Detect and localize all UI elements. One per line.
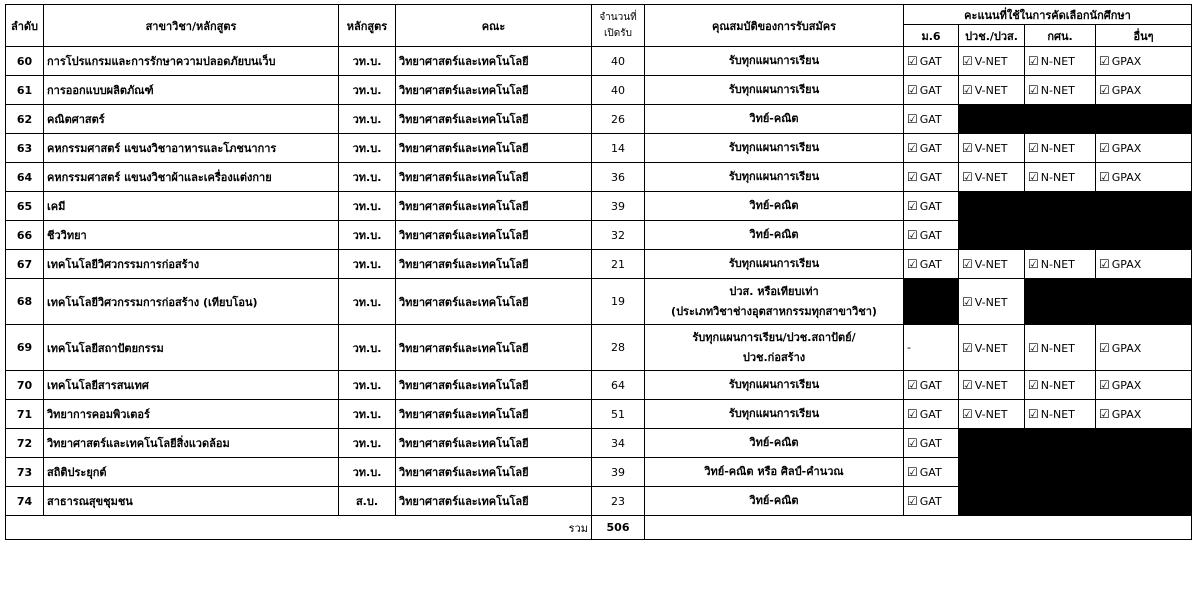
- row-major: คณิตศาสตร์: [44, 105, 339, 134]
- header-voc: ปวช./ปวส.: [959, 25, 1025, 47]
- score-nfe: [1025, 76, 1096, 105]
- row-faculty: วิทยาศาสตร์และเทคโนโลยี: [396, 487, 592, 516]
- score-value: GAT: [919, 495, 942, 508]
- qualification-line: (ประเภทวิชาช่างอุตสาหกรรมทุกสาขาวิชา): [671, 304, 877, 318]
- score-m6: [904, 221, 959, 250]
- score-m6: [904, 105, 959, 134]
- table-row: [6, 279, 1192, 325]
- header-other: อื่นๆ: [1096, 25, 1192, 47]
- score-value: GAT: [919, 229, 942, 242]
- checkbox-checked-icon: ☑: [962, 54, 973, 68]
- score-m6: [904, 429, 959, 458]
- table-row: [6, 429, 1192, 458]
- row-qualification: [645, 487, 904, 516]
- table-row: [6, 47, 1192, 76]
- checkbox-checked-icon: ☑: [1028, 54, 1039, 68]
- score-empty-voc: [959, 192, 1192, 221]
- checkbox-checked-icon: ☑: [907, 465, 918, 479]
- score-value: N-NET: [1040, 55, 1075, 68]
- row-qualification: [645, 47, 904, 76]
- score-voc: [959, 163, 1025, 192]
- checkbox-checked-icon: ☑: [962, 407, 973, 421]
- score-other: [1096, 47, 1192, 76]
- score-other: [1096, 250, 1192, 279]
- score-nfe: [1025, 400, 1096, 429]
- score-m6: [904, 458, 959, 487]
- score-nfe: [1025, 47, 1096, 76]
- row-no: 74: [6, 487, 44, 516]
- row-qualification: [645, 134, 904, 163]
- checkbox-checked-icon: ☑: [962, 170, 973, 184]
- row-degree: วท.บ.: [339, 250, 396, 279]
- score-value: N-NET: [1040, 341, 1075, 355]
- checkbox-checked-icon: ☑: [1099, 141, 1110, 155]
- score-other: [1096, 163, 1192, 192]
- score-voc: [959, 371, 1025, 400]
- row-degree: วท.บ.: [339, 221, 396, 250]
- row-qualification: [645, 325, 904, 371]
- row-degree: วท.บ.: [339, 458, 396, 487]
- row-degree: วท.บ.: [339, 400, 396, 429]
- checkbox-checked-icon: ☑: [1099, 83, 1110, 97]
- score-m6: [904, 400, 959, 429]
- score-m6: [904, 371, 959, 400]
- score-value: V-NET: [974, 142, 1008, 155]
- table-row: [6, 371, 1192, 400]
- checkbox-checked-icon: ☑: [907, 141, 918, 155]
- row-faculty: วิทยาศาสตร์และเทคโนโลยี: [396, 163, 592, 192]
- row-degree: วท.บ.: [339, 325, 396, 371]
- score-m6: [904, 250, 959, 279]
- score-nfe: [1025, 163, 1096, 192]
- score-value: V-NET: [974, 408, 1008, 421]
- row-seats: 39: [592, 458, 645, 487]
- admission-table: [5, 4, 1192, 540]
- row-no: 69: [6, 325, 44, 371]
- row-seats: 40: [592, 76, 645, 105]
- qualification-line: รับทุกแผนการเรียน: [728, 141, 820, 154]
- score-voc: [959, 76, 1025, 105]
- row-major: การออกแบบผลิตภัณฑ์: [44, 76, 339, 105]
- score-value: V-NET: [974, 379, 1008, 392]
- score-value: GAT: [919, 113, 942, 126]
- checkbox-checked-icon: ☑: [907, 257, 918, 271]
- total-label: รวม: [6, 516, 592, 540]
- row-no: 63: [6, 134, 44, 163]
- score-nfe: [1025, 371, 1096, 400]
- table-body: [6, 47, 1192, 516]
- score-value: N-NET: [1040, 258, 1075, 271]
- checkbox-checked-icon: ☑: [1099, 170, 1110, 184]
- score-m6: [904, 134, 959, 163]
- row-faculty: วิทยาศาสตร์และเทคโนโลยี: [396, 47, 592, 76]
- row-qualification: [645, 371, 904, 400]
- score-voc: [959, 279, 1025, 325]
- checkbox-checked-icon: ☑: [907, 83, 918, 97]
- checkbox-checked-icon: ☑: [1028, 378, 1039, 392]
- score-value: N-NET: [1040, 171, 1075, 184]
- score-value: GAT: [919, 84, 942, 97]
- score-empty-voc: [959, 458, 1192, 487]
- score-voc: [959, 47, 1025, 76]
- checkbox-checked-icon: ☑: [1028, 83, 1039, 97]
- row-degree: วท.บ.: [339, 76, 396, 105]
- header-seats-line2: เปิดรับ: [604, 27, 632, 39]
- total-filler: [645, 516, 1192, 540]
- score-value: N-NET: [1040, 142, 1075, 155]
- checkbox-checked-icon: ☑: [907, 436, 918, 450]
- row-qualification: [645, 192, 904, 221]
- score-m6: [904, 76, 959, 105]
- row-degree: วท.บ.: [339, 371, 396, 400]
- checkbox-checked-icon: ☑: [1028, 170, 1039, 184]
- header-m6: ม.6: [904, 25, 959, 47]
- row-faculty: วิทยาศาสตร์และเทคโนโลยี: [396, 458, 592, 487]
- row-major: เคมี: [44, 192, 339, 221]
- checkbox-checked-icon: ☑: [1099, 378, 1110, 392]
- score-value: GPAX: [1111, 341, 1142, 355]
- checkbox-checked-icon: ☑: [907, 378, 918, 392]
- score-value: GPAX: [1111, 171, 1142, 184]
- score-value: N-NET: [1040, 84, 1075, 97]
- score-value: N-NET: [1040, 408, 1075, 421]
- score-voc: [959, 134, 1025, 163]
- table-row: [6, 192, 1192, 221]
- score-m6: [904, 325, 959, 371]
- row-seats: 26: [592, 105, 645, 134]
- table-row: [6, 221, 1192, 250]
- qualification-line: วิทย์-คณิต: [749, 112, 799, 125]
- qualification-line: รับทุกแผนการเรียน: [728, 378, 820, 391]
- checkbox-checked-icon: ☑: [1099, 54, 1110, 68]
- checkbox-checked-icon: ☑: [907, 228, 918, 242]
- qualification-line: รับทุกแผนการเรียน/ปวช.สถาปัตย์/: [692, 330, 856, 344]
- row-qualification: [645, 250, 904, 279]
- checkbox-checked-icon: ☑: [1028, 141, 1039, 155]
- row-degree: วท.บ.: [339, 429, 396, 458]
- row-major: คหกรรมศาสตร์ แขนงวิชาอาหารและโภชนาการ: [44, 134, 339, 163]
- score-value: N-NET: [1040, 379, 1075, 392]
- table-row: [6, 458, 1192, 487]
- checkbox-checked-icon: ☑: [1099, 257, 1110, 271]
- row-degree: วท.บ.: [339, 192, 396, 221]
- score-empty-voc: [959, 487, 1192, 516]
- row-seats: 14: [592, 134, 645, 163]
- row-faculty: วิทยาศาสตร์และเทคโนโลยี: [396, 371, 592, 400]
- row-degree: วท.บ.: [339, 134, 396, 163]
- score-value: GAT: [919, 142, 942, 155]
- table-row: [6, 163, 1192, 192]
- qualification-line: รับทุกแผนการเรียน: [728, 83, 820, 96]
- checkbox-checked-icon: ☑: [962, 141, 973, 155]
- row-faculty: วิทยาศาสตร์และเทคโนโลยี: [396, 279, 592, 325]
- score-value: GPAX: [1111, 84, 1142, 97]
- row-no: 71: [6, 400, 44, 429]
- checkbox-checked-icon: ☑: [962, 257, 973, 271]
- score-value: GAT: [919, 200, 942, 213]
- row-seats: 64: [592, 371, 645, 400]
- score-value: GAT: [919, 437, 942, 450]
- score-value: GAT: [919, 258, 942, 271]
- score-empty-voc: [959, 221, 1192, 250]
- row-faculty: วิทยาศาสตร์และเทคโนโลยี: [396, 429, 592, 458]
- score-value: GAT: [919, 379, 942, 392]
- row-seats: 39: [592, 192, 645, 221]
- score-other: [1096, 371, 1192, 400]
- score-value: GPAX: [1111, 408, 1142, 421]
- score-m6: [904, 163, 959, 192]
- score-nfe: [1025, 325, 1096, 371]
- checkbox-checked-icon: ☑: [1099, 407, 1110, 421]
- checkbox-checked-icon: ☑: [962, 340, 973, 355]
- table-row: [6, 76, 1192, 105]
- row-seats: 21: [592, 250, 645, 279]
- score-value: GAT: [919, 466, 942, 479]
- row-degree: วท.บ.: [339, 105, 396, 134]
- qualification-line: รับทุกแผนการเรียน: [728, 407, 820, 420]
- row-no: 64: [6, 163, 44, 192]
- score-other: [1096, 134, 1192, 163]
- row-faculty: วิทยาศาสตร์และเทคโนโลยี: [396, 250, 592, 279]
- score-value: V-NET: [974, 171, 1008, 184]
- score-other: [1096, 76, 1192, 105]
- score-value: GPAX: [1111, 55, 1142, 68]
- row-no: 62: [6, 105, 44, 134]
- row-no: 73: [6, 458, 44, 487]
- qualification-line: วิทย์-คณิต หรือ ศิลป์-คำนวณ: [704, 465, 844, 478]
- row-no: 67: [6, 250, 44, 279]
- row-major: เทคโนโลยีสารสนเทศ: [44, 371, 339, 400]
- row-degree: วท.บ.: [339, 279, 396, 325]
- row-major: การโปรแกรมและการรักษาความปลอดภัยบนเว็บ: [44, 47, 339, 76]
- row-seats: 23: [592, 487, 645, 516]
- row-no: 61: [6, 76, 44, 105]
- table-row: [6, 400, 1192, 429]
- header-degree: หลักสูตร: [339, 5, 396, 47]
- checkbox-checked-icon: ☑: [1099, 340, 1110, 355]
- checkbox-checked-icon: ☑: [962, 378, 973, 392]
- table-row: [6, 325, 1192, 371]
- checkbox-checked-icon: ☑: [962, 83, 973, 97]
- row-qualification: [645, 400, 904, 429]
- qualification-line: ปวช.ก่อสร้าง: [742, 350, 806, 364]
- score-value: GAT: [919, 171, 942, 184]
- row-qualification: [645, 221, 904, 250]
- score-m6: [904, 487, 959, 516]
- row-major: วิทยาการคอมพิวเตอร์: [44, 400, 339, 429]
- score-value: GAT: [919, 55, 942, 68]
- table-row: [6, 105, 1192, 134]
- qualification-line: รับทุกแผนการเรียน: [728, 170, 820, 183]
- qualification-line: วิทย์-คณิต: [749, 228, 799, 241]
- score-value: V-NET: [974, 258, 1008, 271]
- table-row: [6, 487, 1192, 516]
- score-value: GPAX: [1111, 379, 1142, 392]
- checkbox-checked-icon: ☑: [1028, 407, 1039, 421]
- row-qualification: [645, 458, 904, 487]
- row-degree: วท.บ.: [339, 47, 396, 76]
- row-major: วิทยาศาสตร์และเทคโนโลยีสิ่งแวดล้อม: [44, 429, 339, 458]
- checkbox-checked-icon: ☑: [1028, 340, 1039, 355]
- row-degree: วท.บ.: [339, 163, 396, 192]
- score-voc: [959, 400, 1025, 429]
- qualification-line: รับทุกแผนการเรียน: [728, 54, 820, 67]
- checkbox-checked-icon: ☑: [907, 199, 918, 213]
- row-seats: 34: [592, 429, 645, 458]
- checkbox-checked-icon: ☑: [1028, 257, 1039, 271]
- row-no: 60: [6, 47, 44, 76]
- row-faculty: วิทยาศาสตร์และเทคโนโลยี: [396, 76, 592, 105]
- checkbox-checked-icon: ☑: [907, 494, 918, 508]
- qualification-line: ปวส. หรือเทียบเท่า: [729, 284, 819, 298]
- score-value: GPAX: [1111, 258, 1142, 271]
- score-voc: [959, 250, 1025, 279]
- header-seats-line1: จำนวนที่: [599, 11, 637, 23]
- checkbox-checked-icon: ☑: [907, 112, 918, 126]
- row-faculty: วิทยาศาสตร์และเทคโนโลยี: [396, 400, 592, 429]
- checkbox-checked-icon: ☑: [907, 170, 918, 184]
- row-qualification: [645, 76, 904, 105]
- score-value: GPAX: [1111, 142, 1142, 155]
- row-faculty: วิทยาศาสตร์และเทคโนโลยี: [396, 221, 592, 250]
- row-no: 65: [6, 192, 44, 221]
- score-empty-nfe: [1025, 279, 1192, 325]
- row-seats: 36: [592, 163, 645, 192]
- header-major: สาขาวิชา/หลักสูตร: [44, 5, 339, 47]
- header-qualification: คุณสมบัติของการรับสมัคร: [645, 5, 904, 47]
- header-seats: [592, 5, 645, 47]
- row-qualification: [645, 429, 904, 458]
- row-major: เทคโนโลยีสถาปัตยกรรม: [44, 325, 339, 371]
- qualification-line: วิทย์-คณิต: [749, 199, 799, 212]
- header-nfe: กศน.: [1025, 25, 1096, 47]
- score-nfe: [1025, 134, 1096, 163]
- row-degree: ส.บ.: [339, 487, 396, 516]
- row-faculty: วิทยาศาสตร์และเทคโนโลยี: [396, 134, 592, 163]
- row-major: สถิติประยุกต์: [44, 458, 339, 487]
- row-no: 66: [6, 221, 44, 250]
- qualification-line: รับทุกแผนการเรียน: [728, 257, 820, 270]
- score-other: [1096, 325, 1192, 371]
- row-qualification: [645, 279, 904, 325]
- header-no: ลำดับ: [6, 5, 44, 47]
- score-m6: [904, 192, 959, 221]
- score-m6: [904, 47, 959, 76]
- score-value: V-NET: [974, 295, 1008, 309]
- row-faculty: วิทยาศาสตร์และเทคโนโลยี: [396, 105, 592, 134]
- table-row: [6, 250, 1192, 279]
- score-empty-voc: [959, 429, 1192, 458]
- row-seats: 19: [592, 279, 645, 325]
- row-no: 72: [6, 429, 44, 458]
- header-faculty: คณะ: [396, 5, 592, 47]
- score-value: GAT: [919, 408, 942, 421]
- row-faculty: วิทยาศาสตร์และเทคโนโลยี: [396, 325, 592, 371]
- row-faculty: วิทยาศาสตร์และเทคโนโลยี: [396, 192, 592, 221]
- row-major: เทคโนโลยีวิศวกรรมการก่อสร้าง (เทียบโอน): [44, 279, 339, 325]
- score-empty-m6: [904, 279, 959, 325]
- row-major: คหกรรมศาสตร์ แขนงวิชาผ้าและเครื่องแต่งกาย: [44, 163, 339, 192]
- checkbox-checked-icon: ☑: [962, 294, 973, 309]
- row-no: 70: [6, 371, 44, 400]
- header-scores-group: คะแนนที่ใช้ในการคัดเลือกนักศึกษา: [904, 5, 1192, 25]
- row-major: สาธารณสุขชุมชน: [44, 487, 339, 516]
- row-qualification: [645, 105, 904, 134]
- total-value: 506: [592, 516, 645, 540]
- row-qualification: [645, 163, 904, 192]
- checkbox-checked-icon: ☑: [907, 407, 918, 421]
- score-other: [1096, 400, 1192, 429]
- qualification-line: วิทย์-คณิต: [749, 494, 799, 507]
- row-seats: 28: [592, 325, 645, 371]
- row-major: ชีววิทยา: [44, 221, 339, 250]
- score-value: V-NET: [974, 341, 1008, 355]
- score-value: V-NET: [974, 84, 1008, 97]
- qualification-line: วิทย์-คณิต: [749, 436, 799, 449]
- score-nfe: [1025, 250, 1096, 279]
- row-seats: 40: [592, 47, 645, 76]
- table-row: [6, 134, 1192, 163]
- score-value: -: [907, 341, 911, 354]
- row-seats: 51: [592, 400, 645, 429]
- row-no: 68: [6, 279, 44, 325]
- row-seats: 32: [592, 221, 645, 250]
- score-voc: [959, 325, 1025, 371]
- score-value: V-NET: [974, 55, 1008, 68]
- checkbox-checked-icon: ☑: [907, 54, 918, 68]
- score-empty-voc: [959, 105, 1192, 134]
- row-major: เทคโนโลยีวิศวกรรมการก่อสร้าง: [44, 250, 339, 279]
